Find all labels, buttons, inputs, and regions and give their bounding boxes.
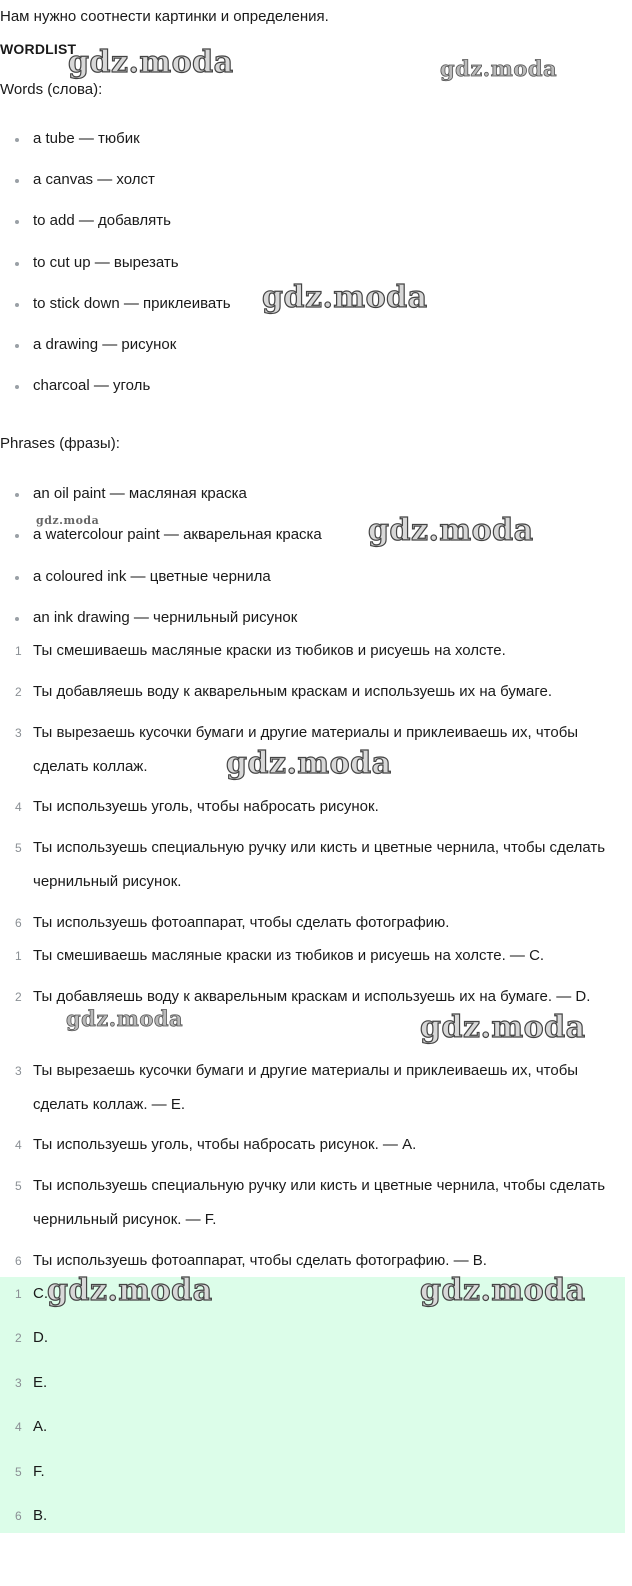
bullet-icon [15, 385, 19, 389]
watermark: gdz.moda [368, 513, 534, 548]
bullet-icon [15, 576, 19, 580]
bullet-icon [15, 534, 19, 538]
watermark: gdz.moda [68, 45, 234, 80]
bullet-icon [15, 303, 19, 307]
watermark: gdz.moda [36, 514, 100, 527]
watermark: gdz.moda [47, 1273, 213, 1308]
bullet-icon [15, 179, 19, 183]
watermark: gdz.moda [420, 1010, 586, 1045]
intro-text: Нам нужно соотнести картинки и определения. [0, 8, 329, 25]
bullet-icon [15, 138, 19, 142]
bullet-icon [15, 617, 19, 621]
bullet-icon [15, 220, 19, 224]
watermark: gdz.moda [420, 1273, 586, 1308]
answer-box: 1 C. 2 D. 3 E. 4 A. 5 F. 6 B. [0, 1277, 625, 1533]
watermark: gdz.moda [226, 746, 392, 781]
watermark: gdz.moda [262, 280, 428, 315]
watermark: gdz.moda [66, 1006, 184, 1031]
wordlist-heading: WORDLIST [0, 41, 77, 57]
bullet-icon [15, 344, 19, 348]
phrases-heading: Phrases (фразы): [0, 435, 120, 452]
page: Нам нужно соотнести картинки и определения. WORDLIST Words (слова): a tube — тюбик a canvas — холст to add — добавлять to cut up — вырезать to stick down — приклеивать a drawing — рисунок charcoal — уголь Phrases (фразы): an oil paint — масляная краска a watercolour paint — акварельная краска a coloured ink — цветные чернила an ink drawing — чернильный рисунок 1 Ты смешиваешь масляные краски из тюбиков и рисуешь на холсте. 2 Ты добавляешь воду к акварельным краскам и используешь их на бумаге. 3 Ты вырезаешь кусочки бумаги и другие материалы и приклеиваешь их, чтобы сделать коллаж. 4 Ты используешь уголь, чтобы набросать рисунок. 5 Ты используешь специальную ручку или кисть и цветные чернила, чтобы сделать чернильный рисунок. 6 Ты используешь фотоаппарат, чтобы сделать фотографию. 1 Ты смешиваешь масляные краски из тюбиков и рисуешь на холсте. — C. 2 Ты добавляешь воду к акварельным краскам и используешь их на бумаге. — D. 3 Ты вырезаешь кусочки бумаги и другие материалы и приклеиваешь их, чтобы сделать коллаж. — E. 4 Ты используешь уголь, чтобы набросать рисунок. — A. 5 Ты используешь специальную ручку или кисть и цветные чернила, чтобы сделать чернильный рисунок. — F. 6 Ты используешь фотоаппарат, чтобы сделать фотографию. — B. 1 C. 2 D. 3 E. 4 A. 5 F. 6 B. gdz.moda gdz.moda gdz.moda gdz.moda gdz.moda gdz.moda gdz.moda gdz.moda gdz.moda gdz.moda [0, 0, 632, 1586]
bullet-icon [15, 493, 19, 497]
bullet-icon [15, 262, 19, 266]
watermark: gdz.moda [440, 56, 558, 81]
words-heading: Words (слова): [0, 81, 103, 98]
